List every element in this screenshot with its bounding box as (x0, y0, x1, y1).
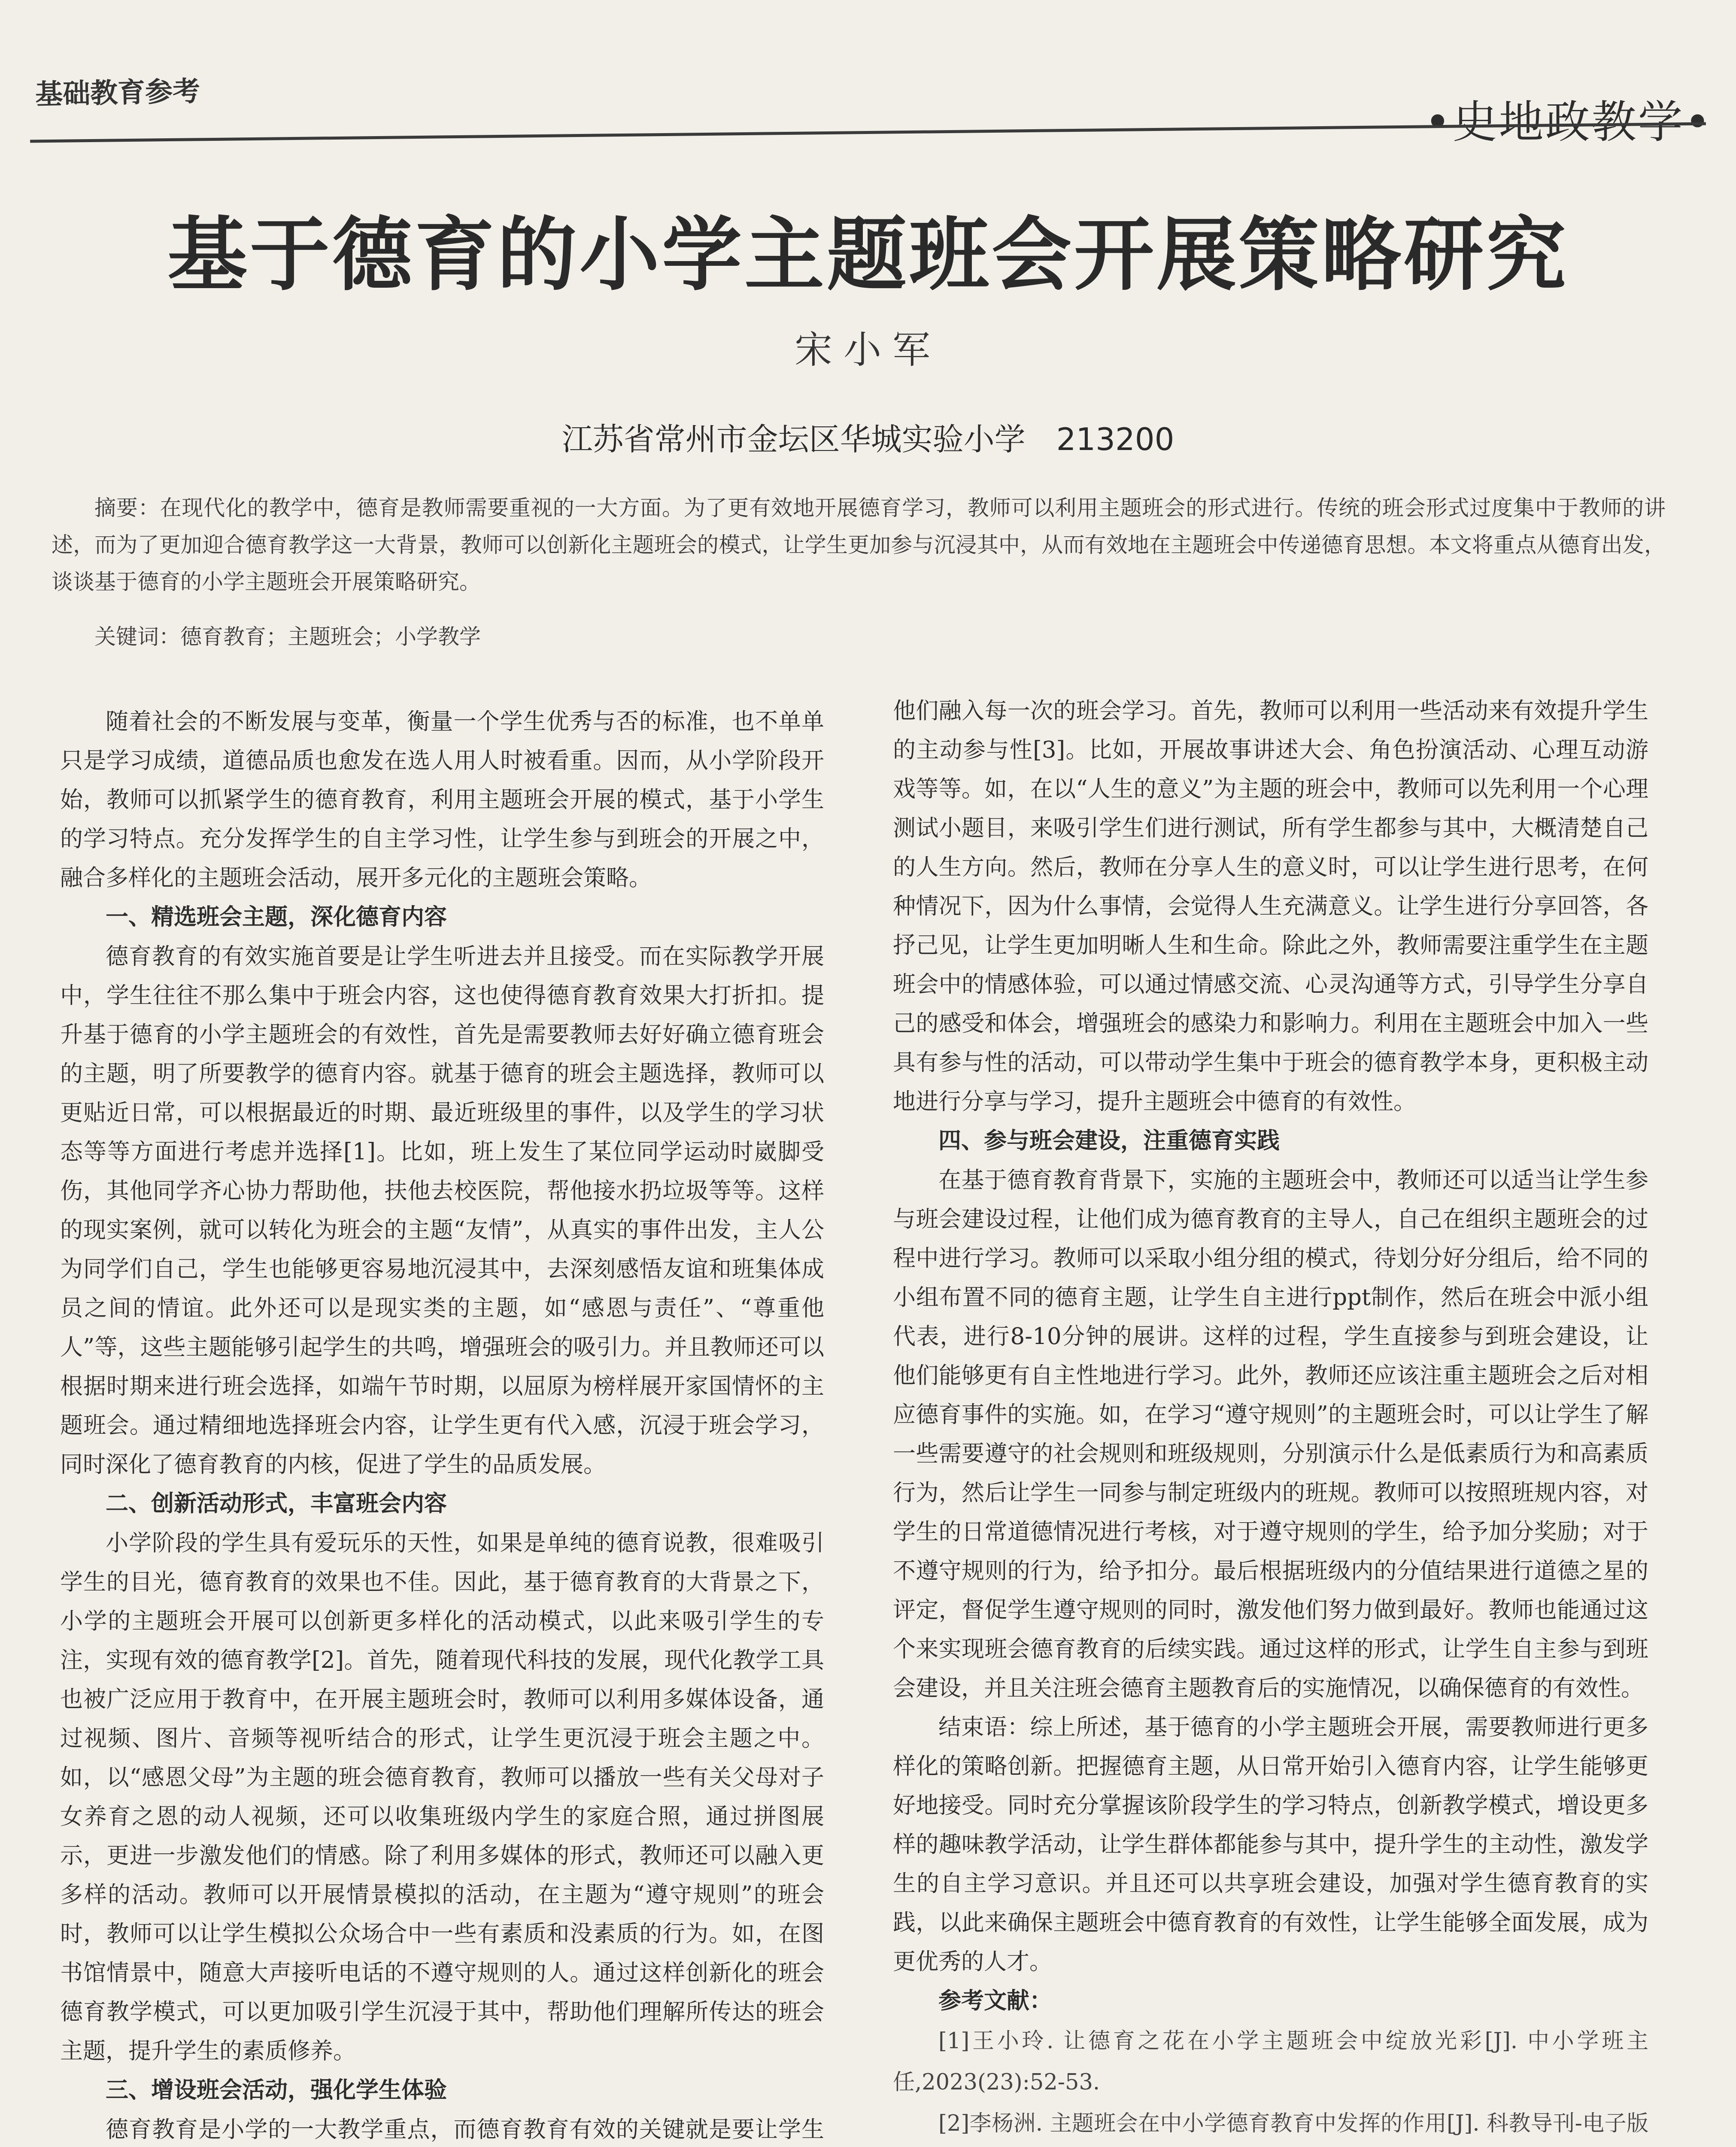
reference-item: [1]王小玲. 让德育之花在小学主题班会中绽放光彩[J]. 中小学班主任,2023(23):52-53. (893, 2028, 1648, 2095)
keywords: 关键词：德育教育；主题班会；小学教学 (94, 624, 481, 649)
section-1-paragraph: 德育教育的有效实施首要是让学生听进去并且接受。而在实际教学开展中，学生往往不那么集中于班会内容，这也使得德育教育效果大打折扣。提升基于德育的小学主题班会的有效性，首先是需要教师去好好确立德育班会的主题，明了所要教学的德育内容。就基于德育的班会主题选择，教师可以更贴近日常，可以根据最近的时期、最近班级里的事件，以及学生的学习状态等等方面进行考虑并选择[1]。比如，班上发生了某位同学运动时崴脚受伤，其他同学齐心协力帮助他，扶他去校医院，帮他接水扔垃圾等等。这样的现实案例，就可以转化为班会的主题“友情”，从真实的事件出发，主人公为同学们自己，学生也能够更容易地沉浸其中，去深刻感悟友谊和班集体成员之间的情谊。此外还可以是现实类的主题，如“感恩与责任”、“尊重他人”等，这些主题能够引起学生的共鸣，增强班会的吸引力。并且教师还可以根据时期来进行班会选择，如端午节时期，以屈原为榜样展开家国情怀的主题班会。通过精细地选择班会内容，让学生更有代入感，沉浸于班会学习，同时深化了德育教育的内核，促进了学生的品质发展。 (60, 943, 824, 1478)
section-label: •史地政教学• (1424, 96, 1712, 148)
article-author: 宋小军 (794, 328, 941, 372)
section-3-paragraph: 德育教育是小学的一大教学重点，而德育教育有效的关键就是要让学生 (106, 2117, 824, 2143)
section-heading-1: 一、精选班会主题，深化德育内容 (106, 904, 447, 930)
right-column (893, 691, 1648, 2147)
reference-item: [2]李杨洲. 主题班会在中小学德育教育中发挥的作用[J]. 科教导刊-电子版 (938, 2111, 1648, 2136)
article-title: 基于德育的小学主题班会开展策略研究 (167, 208, 1569, 301)
section-4-paragraph: 在基于德育教育背景下，实施的主题班会中，教师还可以适当让学生参与班会建设过程，让他们成为德育教育的主导人，自己在组织主题班会的过程中进行学习。教师可以采取小组分组的模式，待划分好分组后，给不同的小组布置不同的德育主题，让学生自主进行ppt制作，然后在班会中派小组代表，进行8-10分钟的展讲。这样的过程，学生直接参与到班会建设，让他们能够更有自主性地进行学习。此外，教师还应该注重主题班会之后对相应德育事件的实施。如，在学习“遵守规则”的主题班会时，可以让学生了解一些需要遵守的社会规则和班级规则，分别演示什么是低素质行为和高素质行为，然后让学生一同参与制定班级内的班规。教师可以按照班规内容，对学生的日常道德情况进行考核，对于遵守规则的学生，给予加分奖励；对于不遵守规则的行为，给予扣分。最后根据班级内的分值结果进行道德之星的评定，督促学生遵守规则的同时，激发他们努力做到最好。教师也能通过这个来实现班会德育教育的后续实践。通过这样的形式，让学生自主参与到班会建设，并且关注班会德育主题教育后的实施情况，以确保德育的有效性。 (893, 1167, 1648, 1701)
section-heading-3: 三、增设班会活动，强化学生体验 (106, 2077, 447, 2103)
section-2-paragraph: 小学阶段的学生具有爱玩乐的天性，如果是单纯的德育说教，很难吸引学生的目光，德育教育的效果也不佳。因此，基于德育教育的大背景之下，小学的主题班会开展可以创新更多样化的活动模式，以此来吸引学生的专注，实现有效的德育教学[2]。首先，随着现代科技的发展，现代化教学工具也被广泛应用于教育中，在开展主题班会时，教师可以利用多媒体设备，通过视频、图片、音频等视听结合的形式，让学生更沉浸于班会主题之中。如，以“感恩父母”为主题的班会德育教育，教师可以播放一些有关父母对子女养育之恩的动人视频，还可以收集班级内学生的家庭合照，通过拼图展示，更进一步激发他们的情感。除了利用多媒体的形式，教师还可以融入更多样的活动。教师可以开展情景模拟的活动，在主题为“遵守规则”的班会时，教师可以让学生模拟公众场合中一些有素质和没素质的行为。如，在图书馆情景中，随意大声接听电话的不遵守规则的人。通过这样创新化的班会德育教学模式，可以更加吸引学生沉浸于其中，帮助他们理解所传达的班会主题，提升学生的素质修养。 (60, 1530, 824, 2064)
references-title: 参考文献： (938, 1988, 1052, 2014)
section-heading-2: 二、创新活动形式，丰富班会内容 (106, 1490, 447, 1517)
intro-paragraph: 随着社会的不断发展与变革，衡量一个学生优秀与否的标准，也不单单只是学习成绩，道德品质也愈发在选人用人时被看重。因而，从小学阶段开始，教师可以抓紧学生的德育教育，利用主题班会开展的模式，基于小学生的学习特点。充分发挥学生的自主学习性，让学生参与到班会的开展之中，融合多样化的主题班会活动，展开多元化的主题班会策略。 (60, 709, 824, 891)
conclusion-paragraph: 结束语：综上所述，基于德育的小学主题班会开展，需要教师进行更多样化的策略创新。把握德育主题，从日常开始引入德育内容，让学生能够更好地接受。同时充分掌握该阶段学生的学习特点，创新教学模式，增设更多样的趣味教学活动，让学生群体都能参与其中，提升学生的主动性，激发学生的自主学习意识。并且还可以共享班会建设，加强对学生德育教育的实践，以此来确保主题班会中德育教育的有效性，让学生能够全面发展，成为更优秀的人才。 (893, 1714, 1648, 1975)
section-heading-4: 四、参与班会建设，注重德育实践 (938, 1128, 1280, 1154)
left-column (60, 702, 824, 2147)
author-affiliation: 江苏省常州市金坛区华城实验小学 213200 (561, 421, 1175, 457)
abstract: 摘要：在现代化的教学中，德育是教师需要重视的一大方面。为了更有效地开展德育学习，教师可以利用主题班会的形式进行。传统的班会形式过度集中于教师的讲述，而为了更加迎合德育教学这一大背景，教师可以创新化主题班会的模式，让学生更加参与沉浸其中，从而有效地在主题班会中传递德育思想。本文将重点从德育出发，谈谈基于德育的小学主题班会开展策略研究。 (52, 496, 1666, 594)
section-3-continued: 他们融入每一次的班会学习。首先，教师可以利用一些活动来有效提升学生的主动参与性[3]。比如，开展故事讲述大会、角色扮演活动、心理互动游戏等等。如，在以“人生的意义”为主题的班会中，教师可以先利用一个心理测试小题目，来吸引学生们进行测试，所有学生都参与其中，大概清楚自己的人生方向。然后，教师在分享人生的意义时，可以让学生进行思考，在何种情况下，因为什么事情，会觉得人生充满意义。让学生进行分享回答，各抒己见，让学生更加明晰人生和生命。除此之外，教师需要注重学生在主题班会中的情感体验，可以通过情感交流、心灵沟通等方式，引导学生分享自己的感受和体会，增强班会的感染力和影响力。利用在主题班会中加入一些具有参与性的活动，可以带动学生集中于班会的德育教学本身，更积极主动地进行分享与学习，提升主题班会中德育的有效性。 (893, 698, 1648, 1115)
journal-name: 基础教育参考 (35, 75, 200, 111)
